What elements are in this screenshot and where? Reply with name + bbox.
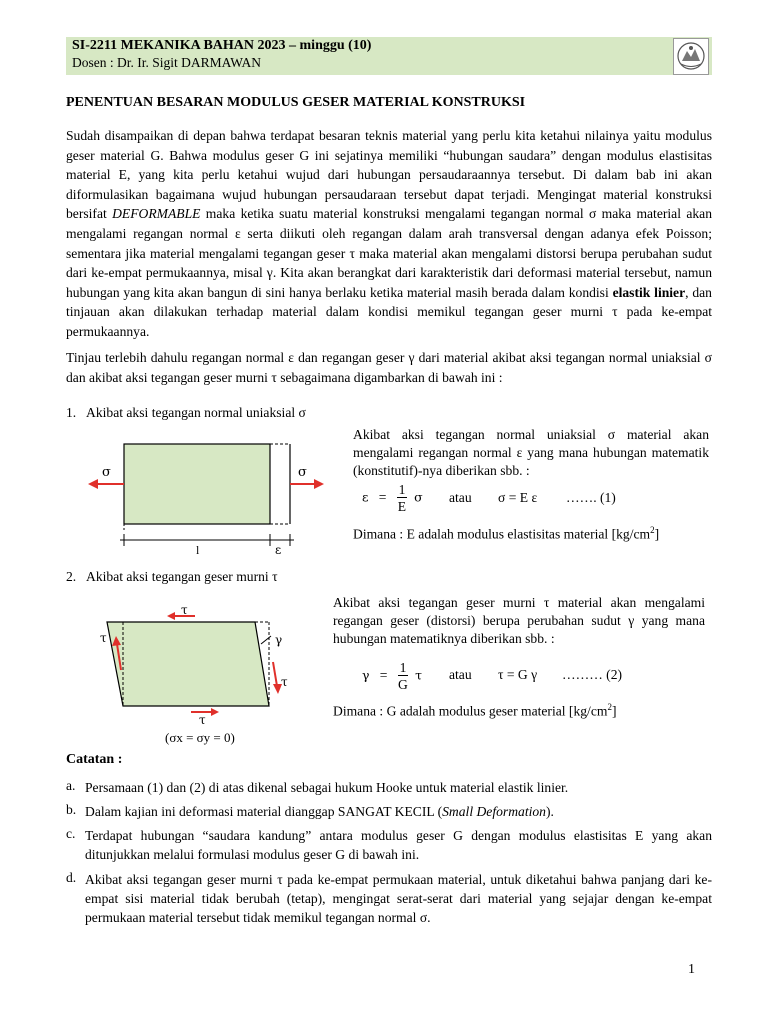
dimana-2-text: Dimana : G adalah modulus geser material [kg/cm — [333, 703, 608, 719]
length-label: l — [196, 543, 200, 557]
section-title: PENENTUAN BESARAN MODULUS GESER MATERIAL KONSTRUKSI — [66, 95, 526, 110]
university-logo-icon — [673, 38, 709, 75]
sheared-specimen — [107, 622, 269, 706]
bottom-arrowhead — [211, 708, 219, 716]
specimen-rect — [124, 444, 270, 524]
eq1-equals: = — [378, 489, 387, 505]
eq1-alternative: σ = E ε — [498, 490, 538, 505]
note-b — [66, 802, 712, 821]
dimana-1-sup: 2 — [650, 525, 655, 535]
course-title: SI-2211 MEKANIKA BAHAN 2023 – minggu (10) — [72, 38, 372, 53]
eq1-fraction — [397, 482, 408, 515]
item-2-heading-text: Akibat aksi tegangan geser murni τ — [86, 569, 278, 584]
eq2-atau: atau — [449, 667, 472, 682]
note-b-text — [85, 802, 712, 821]
dimana-1-text: Dimana : E adalah modulus elastisitas material [kg/cm — [353, 526, 651, 542]
note-a-text: Persamaan (1) dan (2) di atas dikenal sebagai hukum Hooke untuk material elastik linier. — [85, 780, 569, 795]
dimana-2-end: ] — [611, 703, 617, 719]
tau-left-label: τ — [100, 631, 107, 645]
note-d — [66, 870, 712, 927]
tau-right-label: τ — [281, 675, 288, 689]
intro-text-2: maka ketika suatu material konstruksi mengalami tegangan normal σ maka material akan mengalami regangan normal ε serta diikuti oleh regangan dalam arah transversal dengan adanya efek Poisson; sementara jika material mengalami tegangan geser τ maka material akan mengalami distorsi berupa perubahan sudut dari ke-empat permukaannya, misal γ. Kita akan berangkat dari karakteristik dari deformasi material tersebut, namun hubungan yang kita akan bangun di sini hanya berlaku ketika material masih berada dalam kondisi — [66, 206, 712, 300]
note-d-text: Akibat aksi tegangan geser murni τ pada ke-empat permukaan material, untuk diketahui bahwa panjang dari ke-empat sisi material tidak berubah (tetap), mengingat serat-serat dari material yang sejajar dengan ke-empat permukaan material tersebut tidak memikul tegangan normal σ. — [85, 872, 712, 925]
item-1-heading-text: Akibat aksi tegangan normal uniaksial σ — [86, 405, 306, 420]
lecturer-name: Dosen : Dr. Ir. Sigit DARMAWAN — [72, 55, 262, 70]
eq2-equals: = — [379, 667, 388, 683]
strain-label: ε — [275, 543, 282, 557]
normal-stress-figure — [80, 430, 340, 560]
intro-text-1: Sudah disampaikan di depan bahwa terdapat besaran teknis material yang perlu kita ketahui nilainya yaitu modulus geser material G. Bahwa modulus geser G ini sejatinya memiliki “hubungan saudara” dengan modulus elastisitas material E, yang kita perlu ketahui wujud dari hubungan persaudaraannya tersebut. Di dalam bab ini akan diformulasikan bagaimana wujud hubungan persaudaraan tersebut dapat terjadi. Mengingat material konstruksi bersifat — [66, 128, 712, 222]
item-2-dimana — [333, 702, 616, 720]
tau-top-label: τ — [181, 603, 188, 617]
eq1-denominator: E — [397, 499, 407, 514]
page-number: 1 — [688, 962, 695, 977]
note-a — [66, 778, 712, 797]
eq2-reference: ……… (2) — [562, 667, 623, 682]
eq1-atau: atau — [449, 490, 472, 505]
note-c-text: Terdapat hubungan “saudara kandung” antara modulus geser G dengan modulus elastisitas E yang akan ditunjukkan melalui formulasi modulus geser G di bawah ini. — [85, 828, 712, 862]
note-b-label: b. — [66, 802, 77, 817]
top-arrowhead — [167, 612, 175, 620]
eq1-numerator: 1 — [398, 482, 406, 497]
item-1-description: Akibat aksi tegangan normal uniaksial σ material akan mengalami regangan normal ε yang mana hubungan matematik (konstitutif)-nya diberikan sbb. : — [353, 427, 709, 478]
note-d-label: d. — [66, 870, 77, 885]
gamma-label: γ — [275, 633, 283, 647]
sigma-right-label: σ — [298, 465, 307, 480]
dimana-2-sup: 2 — [607, 702, 612, 712]
note-a-label: a. — [66, 778, 76, 793]
item-1-dimana — [353, 525, 659, 543]
equation-2 — [362, 660, 422, 693]
right-arrowhead — [314, 479, 324, 489]
note-c — [66, 826, 712, 864]
right-shear-arrow — [273, 662, 277, 686]
note-b-post: ). — [545, 804, 554, 819]
eq2-fraction — [398, 660, 409, 693]
eq2-tau: τ — [415, 667, 423, 683]
eq2-gamma: γ — [362, 667, 370, 683]
tau-bottom-label: τ — [199, 713, 206, 727]
note-b-italic: Small Deformation — [442, 804, 546, 819]
deformable-term: DEFORMABLE — [112, 206, 201, 222]
elastik-linier-term: elastik linier — [612, 284, 686, 300]
shear-condition: (σx = σy = 0) — [165, 730, 235, 745]
item-2-label: 2. — [66, 569, 77, 584]
eq2-numerator: 1 — [399, 660, 407, 675]
shear-stress-figure — [95, 598, 305, 748]
tinjau-paragraph: Tinjau terlebih dahulu regangan normal ε dan regangan geser γ dari material akibat aksi tegangan normal uniaksial σ dan akibat aksi tegangan geser murni τ sebagaimana digambarkan di bawah ini : — [66, 350, 712, 385]
eq1-epsilon: ε — [362, 489, 369, 505]
note-c-label: c. — [66, 826, 76, 841]
sigma-left-label: σ — [102, 465, 111, 480]
item-1-label: 1. — [66, 405, 77, 420]
dimana-1-end: ] — [654, 526, 660, 542]
left-arrowhead — [88, 479, 98, 489]
item-2-description: Akibat aksi tegangan geser murni τ material akan mengalami regangan geser (distorsi) berupa perubahan sudut γ yang mana hubungan matematiknya diberikan sbb. : — [333, 595, 705, 646]
catatan-title: Catatan : — [66, 752, 123, 767]
equation-1 — [362, 482, 423, 515]
item-1-heading — [66, 403, 306, 423]
eq1-sigma: σ — [414, 489, 423, 505]
note-b-pre: Dalam kajian ini deformasi material dianggap SANGAT KECIL ( — [85, 804, 443, 819]
intro-text-3: , dan tinjauan akan dilakukan terhadap material dalam kondisi memikul tegangan geser murni τ pada ke-empat permukaannya. — [66, 284, 712, 339]
eq1-reference: ……. (1) — [566, 490, 616, 505]
eq2-denominator: G — [398, 677, 408, 692]
intro-paragraph — [66, 126, 712, 342]
eq2-alternative: τ = G γ — [498, 667, 538, 682]
item-2-heading — [66, 567, 278, 587]
document-header — [66, 37, 712, 75]
